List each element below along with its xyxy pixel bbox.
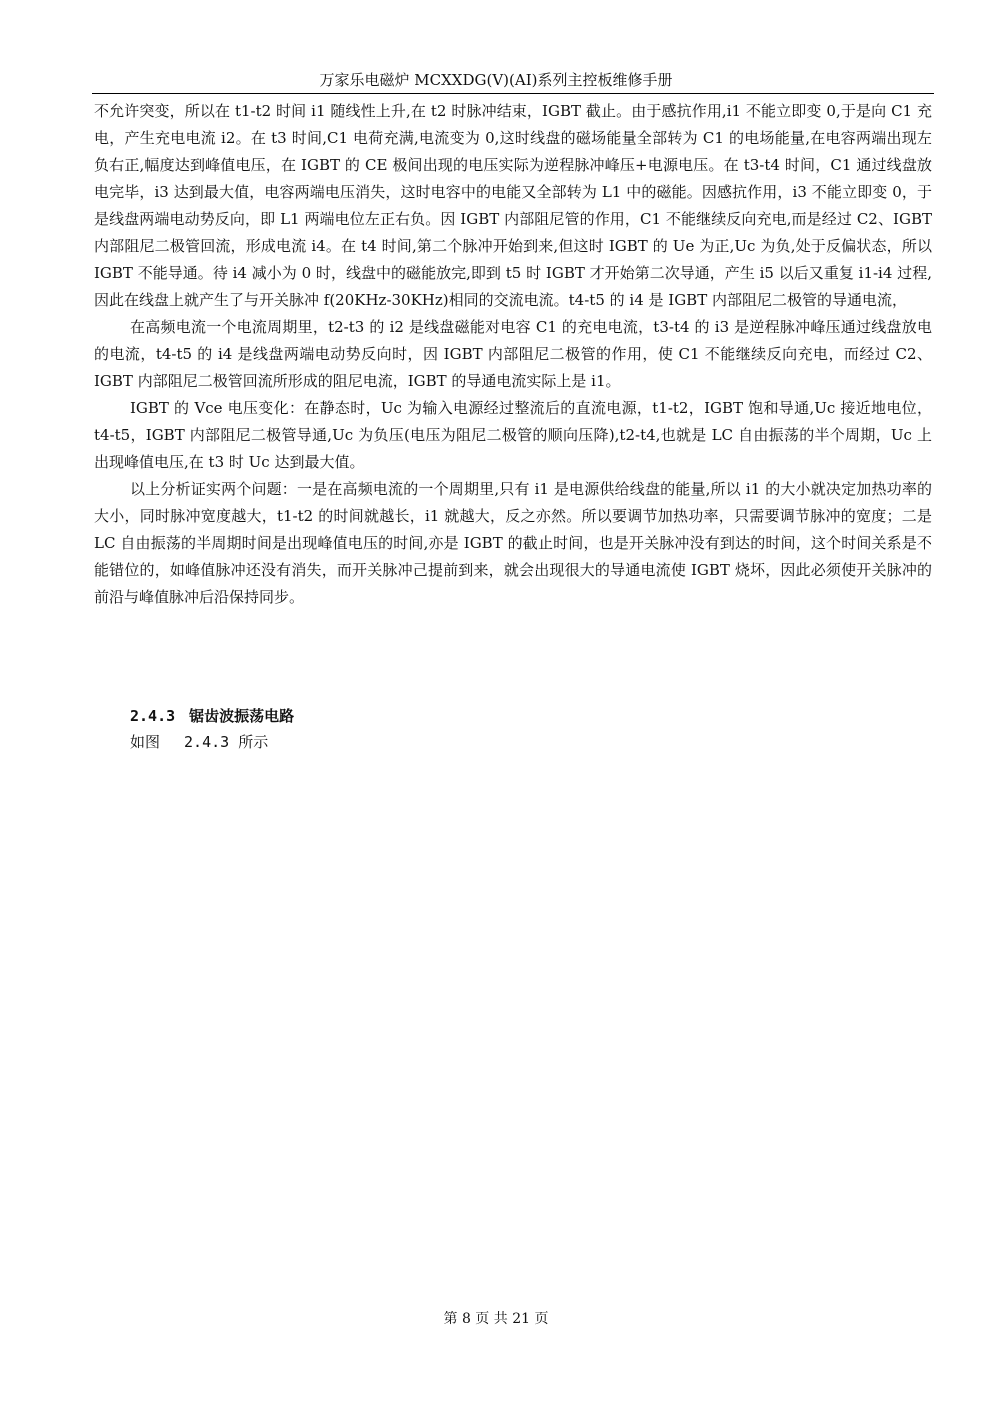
paragraph-current-cycle: 在高频电流一个电流周期里，t2-t3 的 i2 是线盘磁能对电容 C1 的充电电流，t3-t4 的 i3 是逆程脉冲峰压通过线盘放电的电流，t4-t5 的 i4 是线盘两端电动势反向时，因 IGBT 内部阻尼二极管的作用，使 C1 不能继续反向充电，而经过 C2、IGBT 内部阻尼二极管回流所形成的阻尼电流，IGBT 的导通电流实际上是 i1。 [94,318,932,390]
header-divider [92,93,934,94]
paragraph-continuation: 不允许突变，所以在 t1-t2 时间 i1 随线性上升,在 t2 时脉冲结束，IGBT 截止。由于感抗作用,i1 不能立即变 0,于是向 C1 充电，产生充电电流 i2。在 t3 时间,C1 电荷充满,电流变为 0,这时线盘的磁场能量全部转为 C1 的电场能量,在电容两端出现左负右正,幅度达到峰值电压，在 IGBT 的 CE 极间出现的电压实际为逆程脉冲峰压+电源电压。在 t3-t4 时间，C1 通过线盘放电完毕，i3 达到最大值，电容两端电压消失，这时电容中的电能又全部转为 L1 中的磁能。因感抗作用，i3 不能立即变 0，于是线盘两端电动势反向，即 L1 两端电位左正右负。因 IGBT 内部阻尼管的作用，C1 不能继续反向充电,而是经过 C2、IGBT 内部阻尼二极管回流，形成电流 i4。在 t4 时间,第二个脉冲开始到来,但这时 IGBT 的 Ue 为正,Uc 为负,处于反偏状态，所以 IGBT 不能导通。待 i4 减小为 0 时，线盘中的磁能放完,即到 t5 时 IGBT 才开始第二次导通，产生 i5 以后又重复 i1-i4 过程,因此在线盘上就产生了与开关脉冲 f(20KHz-30KHz)相同的交流电流。t4-t5 的 i4 是 IGBT 内部阻尼二极管的导通电流， [94,102,932,309]
body-text [94,98,932,611]
section-heading [130,703,294,729]
figure-reference-number: 2.4.3 所示 [184,733,269,751]
page-footer: 第 8 页 共 21 页 [443,1311,549,1327]
section-title: 锯齿波振荡电路 [189,707,295,725]
page-header-title: 万家乐电磁炉 MCXXDG(V)(AI)系列主控板维修手册 [319,71,673,89]
figure-reference [130,729,268,755]
paragraph-vce-voltage: IGBT 的 Vce 电压变化：在静态时，Uc 为输入电源经过整流后的直流电源，t1-t2，IGBT 饱和导通,Uc 接近地电位，t4-t5，IGBT 内部阻尼二极管导通,Uc 为负压(电压为阻尼二极管的顺向压降),t2-t4,也就是 LC 自由振荡的半个周期，Uc 上出现峰值电压,在 t3 时 Uc 达到最大值。 [94,399,932,471]
paragraph-conclusion: 以上分析证实两个问题：一是在高频电流的一个周期里,只有 i1 是电源供给线盘的能量,所以 i1 的大小就决定加热功率的大小，同时脉冲宽度越大，t1-t2 的时间就越长，i1 就越大，反之亦然。所以要调节加热功率，只需要调节脉冲的宽度；二是 LC 自由振荡的半周期时间是出现峰值电压的时间,亦是 IGBT 的截止时间，也是开关脉冲没有到达的时间，这个时间关系是不能错位的，如峰值脉冲还没有消失，而开关脉冲己提前到来，就会出现很大的导通电流使 IGBT 烧坏，因此必须使开关脉冲的前沿与峰值脉冲后沿保持同步。 [94,480,932,606]
section-number: 2.4.3 [130,707,176,725]
figure-reference-label: 如图 [130,733,161,751]
